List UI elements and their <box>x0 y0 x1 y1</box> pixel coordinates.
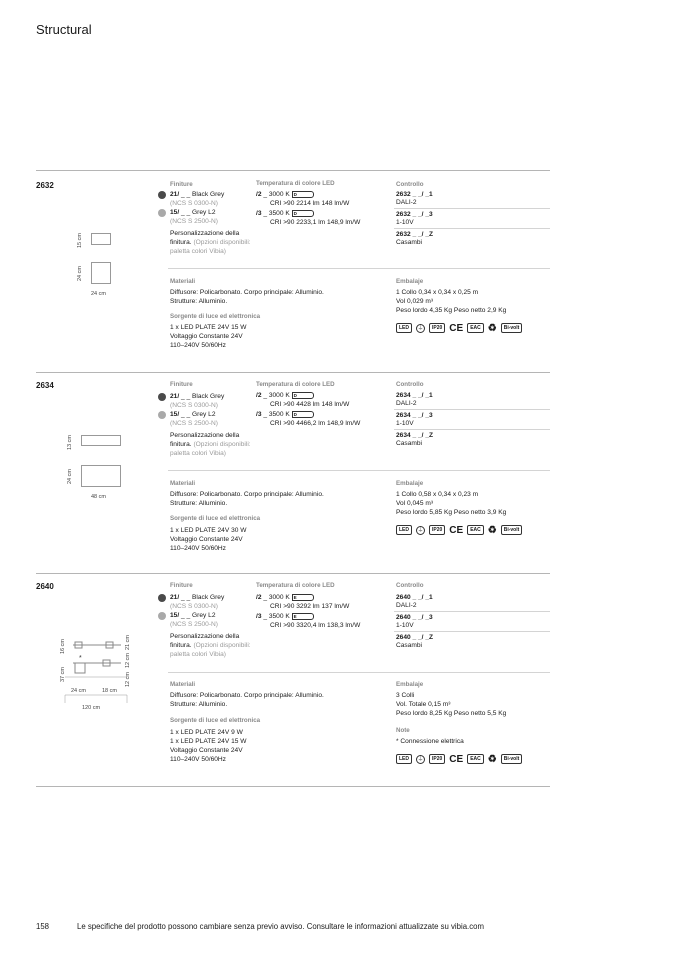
control-code-dali: 2634 _ _/ _1 <box>396 392 433 399</box>
bivolt-icon: Bi-volt <box>501 323 523 333</box>
finish-grey-l2-ncs: (NCS S 2500-N) <box>170 218 219 225</box>
source-led: 1 x LED PLATE 24V 15 W <box>170 324 247 331</box>
energy-class-badge: E <box>292 613 314 620</box>
control-code-casambi: 2632 _ _/ _Z <box>396 231 434 238</box>
recycle-icon: ♻ <box>487 322 497 334</box>
packaging-volume: Vol. Totale 0,15 m³ <box>396 701 451 708</box>
dimension-depth: 24 cm <box>67 469 73 484</box>
control-casambi: Casambi <box>396 440 423 447</box>
dimension-width-right: 18 cm <box>102 688 117 694</box>
control-dali: DALI-2 <box>396 400 417 407</box>
energy-class-badge: D <box>292 210 314 217</box>
energy-class-badge: D <box>292 191 314 198</box>
source-ac: 110–240V 50/60Hz <box>170 342 226 349</box>
control-110v: 1-10V <box>396 622 414 629</box>
grey-l2-swatch <box>158 209 166 217</box>
dimension-right-2: 12 cm <box>125 653 131 668</box>
packaging-weight: Peso lordo 8,25 Kg Peso netto 5,5 Kg <box>396 710 507 717</box>
energy-class-badge: D <box>292 411 314 418</box>
packaging-weight: Peso lordo 5,85 Kg Peso netto 3,9 Kg <box>396 509 507 516</box>
finish-grey-l2-ncs: (NCS S 2500-N) <box>170 621 219 628</box>
control-label: Controllo <box>396 381 424 388</box>
finishes-label: Finiture <box>170 181 193 188</box>
section-divider <box>36 372 550 373</box>
dimension-right-3: 12 cm <box>125 672 131 687</box>
section-divider <box>36 573 550 574</box>
led-icon: LED <box>396 323 412 333</box>
source-label: Sorgente di luce ed elettronica <box>170 717 261 724</box>
ce-icon: CE <box>449 753 464 765</box>
customization-note: Personalizzazione della finitura. (Opzioni disponibili: paletta colori Vibia) <box>170 230 251 255</box>
temperature-label: Temperatura di colore LED <box>256 180 335 187</box>
product-top-view <box>81 465 121 487</box>
cri-3000k: CRI >90 3292 lm 137 lm/W <box>270 603 350 610</box>
cri-3000k: CRI >90 4428 lm 148 lm/W <box>270 401 350 408</box>
ce-icon: CE <box>449 524 464 536</box>
eac-icon: EAC <box>467 525 484 535</box>
packaging-volume: Vol 0,029 m³ <box>396 298 434 305</box>
temp-3500k: /3 _ 3500 K D <box>256 410 314 419</box>
svg-text:*: * <box>79 655 82 662</box>
product-code: 2632 <box>36 181 54 190</box>
packaging-size: 3 Colli <box>396 692 415 699</box>
materials-label: Materiali <box>170 681 196 688</box>
dimension-height: 13 cm <box>67 435 73 450</box>
materials-line-1: Diffusore: Policarbonato. Corpo principale: Alluminio. <box>170 692 324 699</box>
source-ac: 110–240V 50/60Hz <box>170 756 226 763</box>
dimension-width: 24 cm <box>91 291 106 297</box>
source-label: Sorgente di luce ed elettronica <box>170 515 261 522</box>
control-casambi: Casambi <box>396 642 423 649</box>
ip20-icon: IP20 <box>429 525 445 535</box>
finish-grey-l2: 15/ _ _ Grey L2 <box>170 411 216 418</box>
materials-line-1: Diffusore: Policarbonato. Corpo principale: Alluminio. <box>170 289 324 296</box>
temperature-label: Temperatura di colore LED <box>256 582 335 589</box>
control-dali: DALI-2 <box>396 602 417 609</box>
packaging-label: Embalaje <box>396 681 424 688</box>
product-side-view <box>81 435 121 446</box>
materials-label: Materiali <box>170 480 196 487</box>
certification-icons <box>396 323 522 333</box>
finish-black-grey: 21/ _ _ Black Grey <box>170 393 225 400</box>
cri-3500k: CRI >90 4466,2 lm 148,9 lm/W <box>270 420 361 427</box>
certification-icons <box>396 525 522 535</box>
control-code-110v: 2632 _ _/ _3 <box>396 211 433 218</box>
note-text: * Connessione elettrica <box>396 738 464 745</box>
control-casambi: Casambi <box>396 239 423 246</box>
dimension-height: 15 cm <box>77 233 83 248</box>
materials-line-2: Strutture: Alluminio. <box>170 701 228 708</box>
finishes-label: Finiture <box>170 582 193 589</box>
finish-black-grey-ncs: (NCS S 0300-N) <box>170 603 219 610</box>
dimension-depth: 24 cm <box>77 266 83 281</box>
control-110v: 1-10V <box>396 420 414 427</box>
finish-grey-l2: 15/ _ _ Grey L2 <box>170 209 216 216</box>
page-number: 158 <box>36 922 50 931</box>
cri-3500k: CRI >90 2233,1 lm 148,9 lm/W <box>270 219 361 226</box>
note-label: Note <box>396 727 410 734</box>
temperature-label: Temperatura di colore LED <box>256 381 335 388</box>
product-top-view <box>91 262 111 284</box>
source-led: 1 x LED PLATE 24V 30 W <box>170 527 247 534</box>
product-drawing <box>55 633 145 713</box>
control-code-dali: 2632 _ _/ _1 <box>396 191 433 198</box>
materials-line-2: Strutture: Alluminio. <box>170 500 228 507</box>
temp-3500k: /3 _ 3500 K E <box>256 612 314 621</box>
recycle-icon: ♻ <box>487 753 497 765</box>
source-led-2: 1 x LED PLATE 24V 15 W <box>170 738 247 745</box>
finish-black-grey: 21/ _ _ Black Grey <box>170 594 225 601</box>
finish-grey-l2: 15/ _ _ Grey L2 <box>170 612 216 619</box>
ip20-icon: IP20 <box>429 323 445 333</box>
finish-black-grey: 21/ _ _ Black Grey <box>170 191 225 198</box>
control-dali: DALI-2 <box>396 199 417 206</box>
source-voltage: Voltaggio Constante 24V <box>170 333 243 340</box>
finish-black-grey-ncs: (NCS S 0300-N) <box>170 402 219 409</box>
dimension-right-1: 21 cm <box>125 635 131 650</box>
ip20-icon: IP20 <box>429 754 445 764</box>
control-code-110v: 2640 _ _/ _3 <box>396 614 433 621</box>
source-ac: 110–240V 50/60Hz <box>170 545 226 552</box>
section-divider <box>36 786 550 787</box>
control-code-casambi: 2634 _ _/ _Z <box>396 432 434 439</box>
eac-icon: EAC <box>467 754 484 764</box>
certification-icons <box>396 754 522 764</box>
control-code-110v: 2634 _ _/ _3 <box>396 412 433 419</box>
control-110v: 1-10V <box>396 219 414 226</box>
materials-line-2: Strutture: Alluminio. <box>170 298 228 305</box>
black-grey-swatch <box>158 191 166 199</box>
black-grey-swatch <box>158 594 166 602</box>
footer-disclaimer: Le specifiche del prodotto possono cambiare senza previo avviso. Consultare le informazioni attualizzate su vibia.com <box>77 922 484 931</box>
finish-black-grey-ncs: (NCS S 0300-N) <box>170 200 219 207</box>
temp-3500k: /3 _ 3500 K D <box>256 209 314 218</box>
cri-3000k: CRI >90 2214 lm 148 lm/W <box>270 200 350 207</box>
materials-label: Materiali <box>170 278 196 285</box>
packaging-volume: Vol 0,045 m³ <box>396 500 434 507</box>
temp-3000k: /2 _ 3000 K D <box>256 391 314 400</box>
cri-3500k: CRI >90 3320,4 lm 138,3 lm/W <box>270 622 361 629</box>
eac-icon: EAC <box>467 323 484 333</box>
energy-class-badge: D <box>292 392 314 399</box>
led-icon: LED <box>396 525 412 535</box>
bivolt-icon: Bi-volt <box>501 754 523 764</box>
packaging-size: 1 Collo 0,58 x 0,34 x 0,23 m <box>396 491 479 498</box>
page-title: Structural <box>36 22 92 37</box>
packaging-label: Embalaje <box>396 480 424 487</box>
energy-class-badge: E <box>292 594 314 601</box>
led-icon: LED <box>396 754 412 764</box>
dimension-width-left: 24 cm <box>71 688 86 694</box>
product-code: 2634 <box>36 381 54 390</box>
customization-note: Personalizzazione della finitura. (Opzioni disponibili: paletta colori Vibia) <box>170 432 251 457</box>
control-label: Controllo <box>396 582 424 589</box>
dimension-width: 120 cm <box>82 705 101 711</box>
black-grey-swatch <box>158 393 166 401</box>
temp-3000k: /2 _ 3000 K D <box>256 190 314 199</box>
class-iii-icon: ⏚ <box>417 325 424 332</box>
control-code-dali: 2640 _ _/ _1 <box>396 594 433 601</box>
product-code: 2640 <box>36 582 54 591</box>
packaging-weight: Peso lordo 4,35 Kg Peso netto 2,9 Kg <box>396 307 507 314</box>
grey-l2-swatch <box>158 411 166 419</box>
finish-grey-l2-ncs: (NCS S 2500-N) <box>170 420 219 427</box>
dimension-height: 16 cm <box>60 639 66 654</box>
source-voltage: Voltaggio Constante 24V <box>170 536 243 543</box>
section-divider <box>36 170 550 171</box>
packaging-size: 1 Collo 0,34 x 0,34 x 0,25 m <box>396 289 479 296</box>
source-voltage: Voltaggio Constante 24V <box>170 747 243 754</box>
ce-icon: CE <box>449 322 464 334</box>
customization-note: Personalizzazione della finitura. (Opzioni disponibili: paletta colori Vibia) <box>170 633 251 658</box>
dimension-total-height: 37 cm <box>60 667 66 682</box>
source-led-1: 1 x LED PLATE 24V 9 W <box>170 729 243 736</box>
class-iii-icon: ⏚ <box>417 527 424 534</box>
control-label: Controllo <box>396 181 424 188</box>
control-code-casambi: 2640 _ _/ _Z <box>396 634 434 641</box>
bivolt-icon: Bi-volt <box>501 525 523 535</box>
temp-3000k: /2 _ 3000 K E <box>256 593 314 602</box>
finishes-label: Finiture <box>170 381 193 388</box>
product-side-view <box>91 233 111 245</box>
materials-line-1: Diffusore: Policarbonato. Corpo principale: Alluminio. <box>170 491 324 498</box>
class-iii-icon: ⏚ <box>417 756 424 763</box>
source-label: Sorgente di luce ed elettronica <box>170 313 261 320</box>
packaging-label: Embalaje <box>396 278 424 285</box>
dimension-width: 48 cm <box>91 494 106 500</box>
recycle-icon: ♻ <box>487 524 497 536</box>
grey-l2-swatch <box>158 612 166 620</box>
